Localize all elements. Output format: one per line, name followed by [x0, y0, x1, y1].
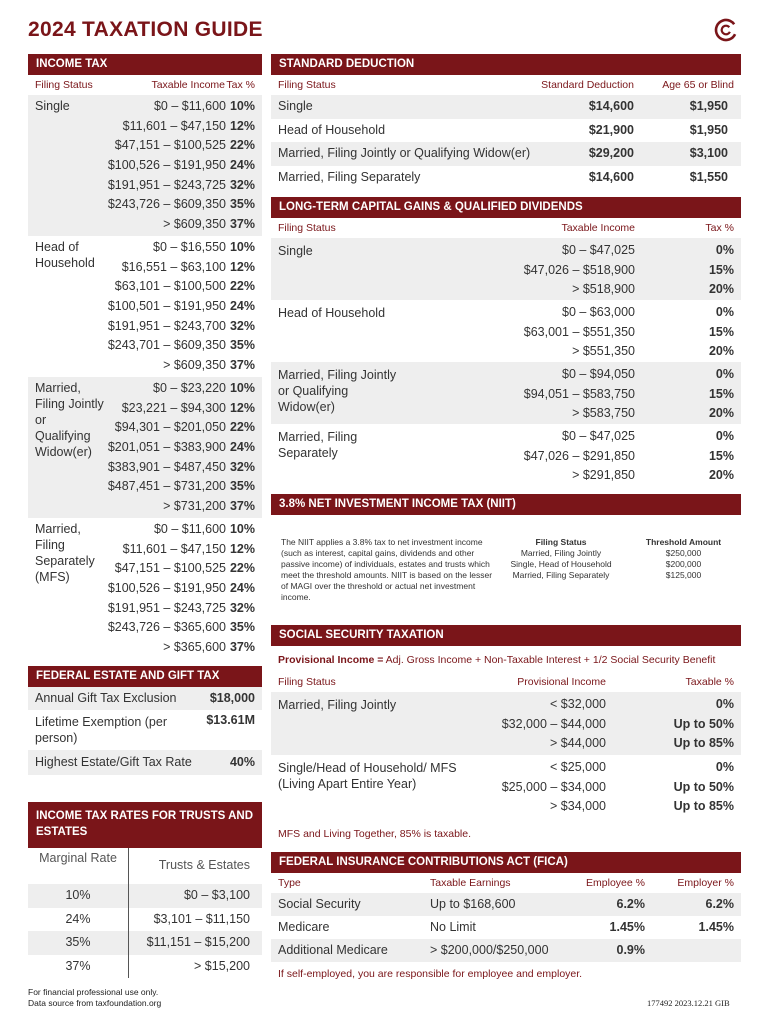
bracket-rate: 37% — [229, 217, 255, 232]
range-value: < $25,000 — [550, 760, 606, 774]
niit-threshold-column — [631, 537, 736, 581]
fica-type: Medicare — [278, 920, 330, 934]
niit-col-status: Filing Status — [535, 537, 587, 547]
bracket-range: $383,901 – $487,450 — [107, 459, 226, 474]
fica-employer: 6.2% — [705, 897, 734, 911]
fica-earnings: > $200,000/$250,000 — [430, 943, 549, 957]
capgains-group — [271, 300, 741, 362]
trust-rate: 37% — [65, 958, 91, 973]
bracket-rate: 24% — [229, 158, 255, 173]
bracket-range: $191,951 – $243,725 — [107, 600, 226, 615]
trusts-row — [28, 931, 262, 955]
bracket-row — [28, 258, 262, 278]
col-filing-status: Filing Status — [278, 222, 336, 234]
col-marginal-rate: Marginal Rate — [39, 851, 117, 865]
bracket-rate: 24% — [229, 299, 255, 314]
value-row — [271, 365, 741, 385]
rate-value: Up to 50% — [673, 779, 734, 794]
rate-value: 0% — [715, 697, 734, 711]
income-tax-group — [28, 95, 262, 236]
col-taxable-pct: Taxable % — [685, 676, 734, 688]
bracket-row — [28, 238, 262, 258]
bracket-rate: 10% — [229, 522, 255, 536]
social-security-header: SOCIAL SECURITY TAXATION — [271, 625, 741, 646]
col-age-65-blind: Age 65 or Blind — [662, 79, 734, 91]
bracket-rate: 24% — [229, 440, 255, 455]
sd-extra: $1,550 — [689, 169, 728, 184]
fica-earnings: Up to $168,600 — [430, 897, 516, 911]
bracket-range: $47,151 – $100,525 — [114, 138, 226, 153]
range-value: < $32,000 — [550, 697, 606, 711]
bracket-row — [28, 97, 262, 117]
sd-status: Married, Filing Separately — [278, 169, 421, 184]
formula-text: Adj. Gross Income + Non-Taxable Interest + 1/2 Social Security Benefit — [385, 654, 716, 666]
fica-type: Social Security — [278, 897, 361, 911]
col-employer-pct: Employer % — [677, 877, 734, 889]
estate-gift-section — [28, 666, 262, 775]
col-trusts-estates: Trusts & Estates — [158, 858, 250, 872]
filing-status: Single — [278, 244, 313, 258]
rate-value: 15% — [708, 324, 734, 339]
bracket-rate: 10% — [229, 99, 255, 113]
standard-row — [271, 95, 741, 119]
filing-status: Married, Filing Jointly or Qualifying Widow(er) — [35, 381, 104, 459]
page-title: 2024 TAXATION GUIDE — [28, 18, 263, 41]
income-tax-group — [28, 236, 262, 377]
capital-gains-section — [271, 197, 741, 486]
sd-amount: $14,600 — [588, 99, 634, 113]
col-filing-status: Filing Status — [35, 79, 93, 91]
rate-value: Up to 50% — [673, 716, 734, 731]
trusts-header: INCOME TAX RATES FOR TRUSTS AND ESTATES — [28, 802, 262, 848]
bracket-rate: 35% — [229, 338, 255, 353]
rate-value: 20% — [708, 344, 734, 359]
bracket-rate: 24% — [229, 581, 255, 596]
fica-employee: 1.45% — [609, 920, 645, 934]
range-value: $32,000 – $44,000 — [501, 716, 606, 731]
estate-row — [28, 710, 262, 750]
value-row — [271, 466, 741, 486]
income-tax-group — [28, 518, 262, 657]
bracket-row — [28, 195, 262, 215]
rate-value: 20% — [708, 282, 734, 297]
sd-amount: $14,600 — [588, 169, 634, 184]
filing-status: Head of Household — [278, 306, 386, 320]
niit-status: Married, Filing Jointly — [520, 548, 602, 558]
col-taxable-earnings: Taxable Earnings — [430, 877, 511, 889]
formula-label: Provisional Income = — [278, 654, 384, 666]
bracket-row — [28, 438, 262, 458]
bracket-range: $191,951 – $243,700 — [107, 318, 226, 333]
bracket-rate: 37% — [229, 499, 255, 514]
value-row — [271, 241, 741, 261]
bracket-row — [28, 477, 262, 497]
sd-extra: $1,950 — [689, 122, 728, 137]
rate-value: 0% — [715, 305, 734, 319]
col-tax-pct: Tax % — [705, 222, 734, 234]
sd-amount: $21,900 — [588, 122, 634, 137]
estate-label: Lifetime Exemption (per person) — [35, 715, 168, 745]
rate-value: Up to 85% — [673, 799, 734, 814]
bracket-range: $0 – $11,600 — [153, 99, 226, 113]
rate-value: Up to 85% — [673, 736, 734, 751]
bracket-range: $0 – $16,550 — [153, 240, 226, 254]
bracket-range: $487,451 – $731,200 — [107, 479, 226, 494]
range-value: > $291,850 — [572, 468, 635, 483]
bracket-range: $11,601 – $47,150 — [122, 541, 226, 556]
bracket-row — [28, 497, 262, 517]
standard-row — [271, 119, 741, 143]
range-value: > $583,750 — [572, 406, 635, 421]
range-value: $0 – $47,025 — [562, 243, 635, 257]
range-value: $47,026 – $291,850 — [523, 448, 635, 463]
bracket-range: $16,551 – $63,100 — [121, 259, 226, 274]
rate-value: 20% — [708, 468, 734, 483]
niit-description: The NIIT applies a 3.8% tax to net investment income (such as interest, capital gains, dividends and other passive income) of individuals, estates and trusts which meet the threshold amounts. NIIT is based on the lesser of MAGI over the threshold or actual net investment income. — [281, 537, 493, 602]
bracket-row — [28, 618, 262, 638]
standard-columns — [271, 75, 741, 95]
fica-header: FEDERAL INSURANCE CONTRIBUTIONS ACT (FICA) — [271, 852, 741, 873]
fica-row — [271, 939, 741, 962]
bracket-range: > $609,350 — [163, 217, 226, 232]
bracket-rate: 12% — [229, 541, 255, 556]
bracket-row — [28, 418, 262, 438]
estate-label: Annual Gift Tax Exclusion — [35, 691, 177, 705]
range-value: $94,051 – $583,750 — [523, 386, 635, 401]
bracket-range: $100,501 – $191,950 — [107, 299, 226, 314]
bracket-range: $243,726 – $365,600 — [107, 620, 226, 635]
bracket-rate: 12% — [229, 118, 255, 133]
bracket-row — [28, 540, 262, 560]
rate-value: 0% — [715, 367, 734, 381]
trust-range: $0 – $3,100 — [183, 888, 250, 902]
standard-deduction-header: STANDARD DEDUCTION — [271, 54, 741, 75]
bracket-rate: 37% — [229, 640, 255, 655]
bracket-range: $11,601 – $47,150 — [122, 118, 226, 133]
filing-status: Single/Head of Household/ MFS (Living Apart Entire Year) — [278, 761, 457, 791]
filing-status: Married, Filing Separately (MFS) — [35, 522, 95, 584]
col-taxable-income: Taxable Income — [561, 222, 635, 234]
col-provisional-income: Provisional Income — [517, 676, 606, 688]
value-row — [271, 303, 741, 323]
range-value: $0 – $94,050 — [562, 367, 635, 381]
trusts-section — [28, 802, 262, 978]
estate-row — [28, 687, 262, 710]
rate-value: 15% — [708, 448, 734, 463]
bracket-rate: 10% — [229, 381, 255, 395]
bracket-range: $0 – $23,220 — [153, 381, 226, 395]
capital-gains-header: LONG-TERM CAPITAL GAINS & QUALIFIED DIVIDENDS — [271, 197, 741, 218]
rate-value: 20% — [708, 406, 734, 421]
rate-value: 15% — [708, 386, 734, 401]
range-value: > $551,350 — [572, 344, 635, 359]
bracket-rate: 35% — [229, 197, 255, 212]
bracket-range: > $731,200 — [163, 499, 226, 514]
bracket-rate: 32% — [229, 459, 255, 474]
bracket-rate: 22% — [229, 279, 255, 294]
trusts-columns — [28, 848, 262, 884]
range-value: $0 – $63,000 — [562, 305, 635, 319]
value-row — [271, 778, 741, 798]
filing-status: Married, Filing Jointly or Qualifying Widow(er) — [278, 368, 397, 414]
sd-extra: $1,950 — [689, 99, 728, 113]
value-row — [271, 695, 741, 715]
col-filing-status: Filing Status — [278, 676, 336, 688]
bracket-row — [28, 356, 262, 376]
niit-threshold: $250,000 — [665, 548, 702, 558]
bracket-row — [28, 136, 262, 156]
col-taxable-income: Taxable Income — [151, 79, 225, 91]
bracket-rate: 12% — [229, 400, 255, 415]
ss-group — [271, 692, 741, 755]
bracket-rate: 32% — [229, 318, 255, 333]
trust-rate: 35% — [65, 935, 91, 949]
range-value: $47,026 – $518,900 — [523, 262, 635, 277]
col-tax-pct: Tax % — [226, 79, 255, 91]
sd-extra: $3,100 — [689, 146, 728, 160]
income-tax-group — [28, 377, 262, 518]
bracket-row — [28, 379, 262, 399]
fica-section — [271, 852, 741, 980]
fica-type: Additional Medicare — [278, 943, 388, 957]
logo-icon — [712, 16, 740, 44]
bracket-rate: 22% — [229, 561, 255, 576]
standard-deduction-section — [271, 54, 741, 189]
trusts-row — [28, 908, 262, 932]
bracket-range: $243,701 – $609,350 — [107, 338, 226, 353]
col-type: Type — [278, 877, 301, 889]
range-value: $25,000 – $34,000 — [501, 779, 606, 794]
ss-group — [271, 755, 741, 821]
sd-status: Single — [278, 99, 313, 113]
fica-note: If self-employed, you are responsible for employee and employer. — [278, 968, 583, 980]
value-row — [271, 404, 741, 424]
bracket-row — [28, 317, 262, 337]
ss-note: MFS and Living Together, 85% is taxable. — [278, 828, 472, 840]
value-row — [271, 427, 741, 447]
trust-range: $3,101 – $11,150 — [153, 911, 250, 926]
bracket-rate: 12% — [229, 259, 255, 274]
trust-range: $11,151 – $15,200 — [146, 935, 250, 949]
range-value: > $44,000 — [550, 736, 606, 751]
estate-label: Highest Estate/Gift Tax Rate — [35, 755, 192, 769]
col-filing-status: Filing Status — [278, 79, 336, 91]
footer-disclaimer: For financial professional use only. — [28, 987, 159, 997]
bracket-row — [28, 277, 262, 297]
bracket-range: $0 – $11,600 — [153, 522, 226, 536]
bracket-range: $243,726 – $609,350 — [107, 197, 226, 212]
niit-threshold: $125,000 — [665, 570, 702, 580]
bracket-row — [28, 215, 262, 235]
estate-value: $13.61M — [206, 713, 255, 727]
value-row — [271, 715, 741, 735]
fica-employer: 1.45% — [698, 920, 734, 934]
estate-value: $18,000 — [209, 691, 255, 705]
social-security-section — [271, 625, 741, 840]
rate-value: 0% — [715, 429, 734, 443]
capgains-columns — [271, 218, 741, 238]
bracket-rate: 32% — [229, 177, 255, 192]
value-row — [271, 797, 741, 817]
value-row — [271, 342, 741, 362]
range-value: > $518,900 — [572, 282, 635, 297]
bracket-rate: 22% — [229, 138, 255, 153]
col-employee-pct: Employee % — [586, 877, 645, 889]
fica-earnings: No Limit — [430, 920, 476, 934]
bracket-rate: 32% — [229, 600, 255, 615]
niit-section — [271, 494, 741, 602]
bracket-range: $191,951 – $243,725 — [107, 177, 226, 192]
bracket-row — [28, 638, 262, 658]
bracket-range: $100,526 – $191,950 — [107, 158, 226, 173]
filing-status: Head of Household — [35, 240, 95, 270]
value-row — [271, 385, 741, 405]
capgains-group — [271, 424, 741, 486]
capgains-group — [271, 362, 741, 424]
rate-value: 0% — [715, 243, 734, 257]
value-row — [271, 280, 741, 300]
standard-row — [271, 166, 741, 190]
bracket-rate: 10% — [229, 240, 255, 254]
niit-threshold: $200,000 — [665, 559, 702, 569]
filing-status: Married, Filing Jointly — [278, 698, 397, 712]
bracket-row — [28, 579, 262, 599]
estate-value: 40% — [229, 755, 255, 769]
bracket-range: > $609,350 — [163, 358, 226, 373]
bracket-row — [28, 520, 262, 540]
ss-columns — [271, 672, 741, 692]
bracket-rate: 22% — [229, 420, 255, 435]
trust-range: > $15,200 — [194, 958, 250, 973]
sd-status: Head of Household — [278, 122, 386, 137]
value-row — [271, 323, 741, 343]
value-row — [271, 447, 741, 467]
niit-status: Married, Filing Separately — [512, 570, 610, 580]
value-row — [271, 734, 741, 754]
fica-row — [271, 916, 741, 939]
income-tax-columns — [28, 75, 262, 95]
trusts-row — [28, 955, 262, 979]
estate-row — [28, 750, 262, 775]
bracket-range: $23,221 – $94,300 — [121, 400, 226, 415]
income-tax-section — [28, 54, 262, 657]
range-value: $0 – $47,025 — [562, 429, 635, 443]
fica-columns — [271, 873, 741, 893]
provisional-income-formula — [271, 646, 741, 672]
sd-amount: $29,200 — [588, 146, 634, 160]
bracket-rate: 37% — [229, 358, 255, 373]
niit-header: 3.8% NET INVESTMENT INCOME TAX (NIIT) — [271, 494, 741, 515]
estate-gift-header: FEDERAL ESTATE AND GIFT TAX — [28, 666, 262, 687]
bracket-row — [28, 336, 262, 356]
niit-status: Single, Head of Household — [510, 559, 612, 569]
bracket-row — [28, 117, 262, 137]
bracket-row — [28, 599, 262, 619]
col-standard-deduction: Standard Deduction — [541, 79, 634, 91]
trust-rate: 10% — [65, 888, 91, 902]
rate-value: 0% — [715, 760, 734, 774]
bracket-range: $47,151 – $100,525 — [114, 561, 226, 576]
bracket-rate: 35% — [229, 620, 255, 635]
bracket-range: > $365,600 — [163, 640, 226, 655]
income-tax-header: INCOME TAX — [28, 54, 262, 75]
capgains-group — [271, 238, 741, 300]
filing-status: Married, Filing Separately — [278, 430, 358, 460]
bracket-row — [28, 458, 262, 478]
sd-status: Married, Filing Jointly or Qualifying Widow(er) — [278, 146, 531, 160]
bracket-rate: 35% — [229, 479, 255, 494]
bracket-row — [28, 176, 262, 196]
standard-row — [271, 142, 741, 166]
niit-col-threshold: Threshold Amount — [645, 537, 722, 547]
value-row — [271, 758, 741, 778]
fica-employee: 0.9% — [616, 943, 645, 957]
fica-employee: 6.2% — [616, 897, 645, 911]
rate-value: 15% — [708, 262, 734, 277]
trust-rate: 24% — [65, 911, 91, 926]
range-value: > $34,000 — [550, 799, 606, 814]
bracket-row — [28, 156, 262, 176]
footer-source: Data source from taxfoundation.org — [28, 998, 162, 1008]
trusts-row — [28, 884, 262, 908]
bracket-row — [28, 297, 262, 317]
bracket-row — [28, 399, 262, 419]
bracket-range: $94,301 – $201,050 — [114, 420, 226, 435]
bracket-row — [28, 559, 262, 579]
footer-code: 177492 2023.12.21 GIB — [647, 998, 730, 1008]
bracket-range: $63,101 – $100,500 — [114, 279, 226, 294]
fica-row — [271, 893, 741, 916]
bracket-range: $100,526 – $191,950 — [107, 581, 226, 596]
bracket-range: $201,051 – $383,900 — [107, 440, 226, 455]
niit-status-column — [501, 537, 621, 581]
filing-status: Single — [35, 99, 70, 113]
range-value: $63,001 – $551,350 — [523, 324, 635, 339]
value-row — [271, 261, 741, 281]
